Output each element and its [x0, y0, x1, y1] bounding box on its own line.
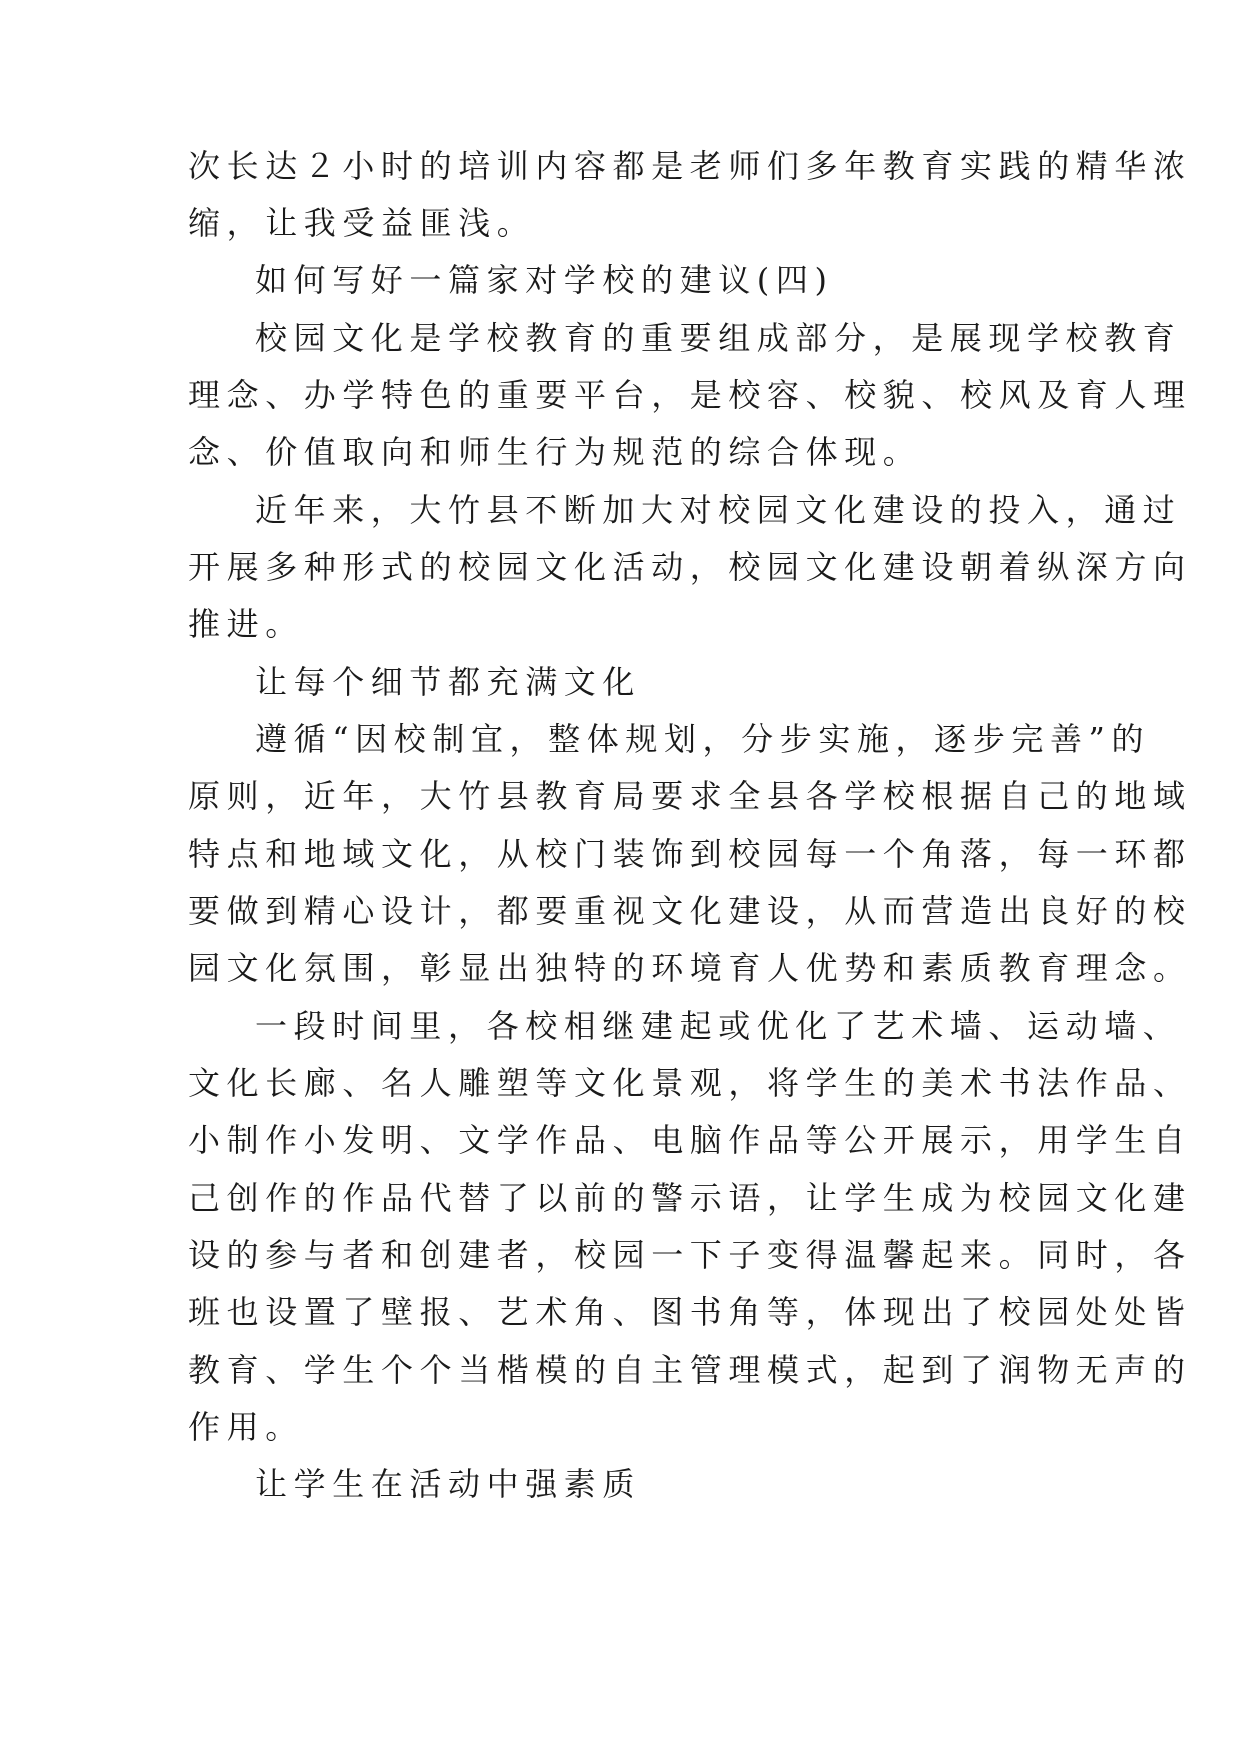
body-text-line: 缩，让我受益匪浅。 — [188, 204, 536, 242]
body-text-line: 作用。 — [188, 1408, 304, 1446]
body-text-line: 次长达２小时的培训内容都是老师们多年教育实践的精华浓 — [188, 147, 1192, 185]
body-text-line: 特点和地域文化，从校门装饰到校园每一个角落，每一环都 — [188, 835, 1192, 873]
body-text-line: 校园文化是学校教育的重要组成部分，是展现学校教育 — [255, 319, 1182, 357]
body-text-line: 班也设置了壁报、艺术角、图书角等，体现出了校园处处皆 — [188, 1293, 1192, 1331]
body-text-line: 小制作小发明、文学作品、电脑作品等公开展示，用学生自 — [188, 1121, 1192, 1159]
body-text-line: 己创作的作品代替了以前的警示语，让学生成为校园文化建 — [188, 1179, 1192, 1217]
body-text-line: 设的参与者和创建者，校园一下子变得温馨起来。同时，各 — [188, 1236, 1192, 1274]
body-text-line: 要做到精心设计，都要重视文化建设，从而营造出良好的校 — [188, 892, 1192, 930]
body-text-line: 文化长廊、名人雕塑等文化景观，将学生的美术书法作品、 — [188, 1064, 1192, 1102]
body-text-line: 理念、办学特色的重要平台，是校容、校貌、校风及育人理 — [188, 376, 1192, 414]
body-text-line: 开展多种形式的校园文化活动，校园文化建设朝着纵深方向 — [188, 548, 1192, 586]
body-text-line: 遵循“因校制宜，整体规划，分步实施，逐步完善”的 — [255, 720, 1151, 758]
body-text-line: 推进。 — [188, 605, 304, 643]
body-text-line: 园文化氛围，彰显出独特的环境育人优势和素质教育理念。 — [188, 949, 1192, 987]
section-heading: 让每个细节都充满文化 — [255, 663, 642, 701]
body-text-line: 念、价值取向和师生行为规范的综合体现。 — [188, 433, 922, 471]
body-text-line: 一段时间里，各校相继建起或优化了艺术墙、运动墙、 — [255, 1007, 1182, 1045]
body-text-line: 原则，近年，大竹县教育局要求全县各学校根据自己的地域 — [188, 777, 1192, 815]
section-heading: 如何写好一篇家对学校的建议(四) — [255, 261, 834, 299]
body-text-line: 近年来，大竹县不断加大对校园文化建设的投入，通过 — [255, 491, 1182, 529]
section-heading: 让学生在活动中强素质 — [255, 1465, 642, 1503]
body-text-line: 教育、学生个个当楷模的自主管理模式，起到了润物无声的 — [188, 1351, 1192, 1389]
